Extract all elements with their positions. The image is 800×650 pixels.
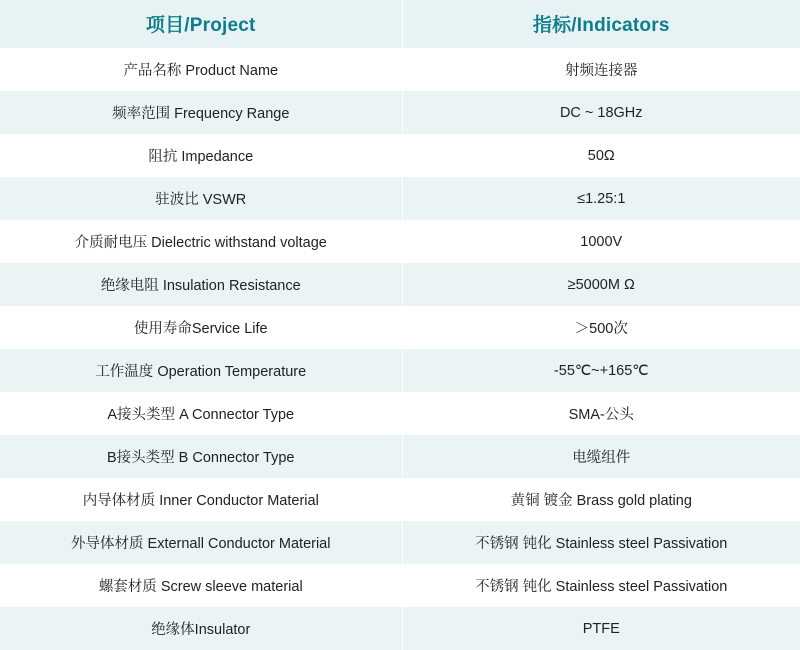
cell-indicator: 射频连接器 [402,48,800,91]
cell-indicator: -55℃~+165℃ [402,349,800,392]
cell-project: 介质耐电压 Dielectric withstand voltage [0,220,402,263]
cell-indicator: 电缆组件 [402,435,800,478]
cell-indicator: SMA-公头 [402,392,800,435]
cell-project: 绝缘电阻 Insulation Resistance [0,263,402,306]
cell-project: 绝缘体Insulator [0,607,402,650]
table-row [0,435,800,478]
cell-indicator: ≤1.25:1 [402,177,800,220]
cell-indicator: 不锈钢 钝化 Stainless steel Passivation [402,564,800,607]
cell-project: 工作温度 Operation Temperature [0,349,402,392]
column-header-project: 项目/Project [0,0,402,48]
table-row [0,263,800,306]
table-row [0,521,800,564]
table-header [0,0,800,48]
cell-project: 频率范围 Frequency Range [0,91,402,134]
cell-indicator: 不锈钢 钝化 Stainless steel Passivation [402,521,800,564]
table-row [0,177,800,220]
cell-project: 驻波比 VSWR [0,177,402,220]
cell-indicator: 1000V [402,220,800,263]
cell-indicator: ≥5000M Ω [402,263,800,306]
table-body [0,48,800,650]
table-row [0,392,800,435]
table-row [0,91,800,134]
cell-indicator: 50Ω [402,134,800,177]
table-row [0,607,800,650]
table-row [0,220,800,263]
table-row [0,134,800,177]
cell-indicator: 黄铜 镀金 Brass gold plating [402,478,800,521]
cell-project: 内导体材质 Inner Conductor Material [0,478,402,521]
cell-project: 外导体材质 Externall Conductor Material [0,521,402,564]
table-row [0,48,800,91]
cell-indicator: ＞500次 [402,306,800,349]
table-header-row [0,0,800,48]
table-row [0,349,800,392]
cell-project: 阻抗 Impedance [0,134,402,177]
cell-project: B接头类型 B Connector Type [0,435,402,478]
column-header-indicators: 指标/Indicators [402,0,800,48]
table-row [0,478,800,521]
cell-indicator: PTFE [402,607,800,650]
cell-project: 产品名称 Product Name [0,48,402,91]
cell-indicator: DC ~ 18GHz [402,91,800,134]
table-row [0,306,800,349]
cell-project: 使用寿命Service Life [0,306,402,349]
cell-project: A接头类型 A Connector Type [0,392,402,435]
table-row [0,564,800,607]
cell-project: 螺套材质 Screw sleeve material [0,564,402,607]
